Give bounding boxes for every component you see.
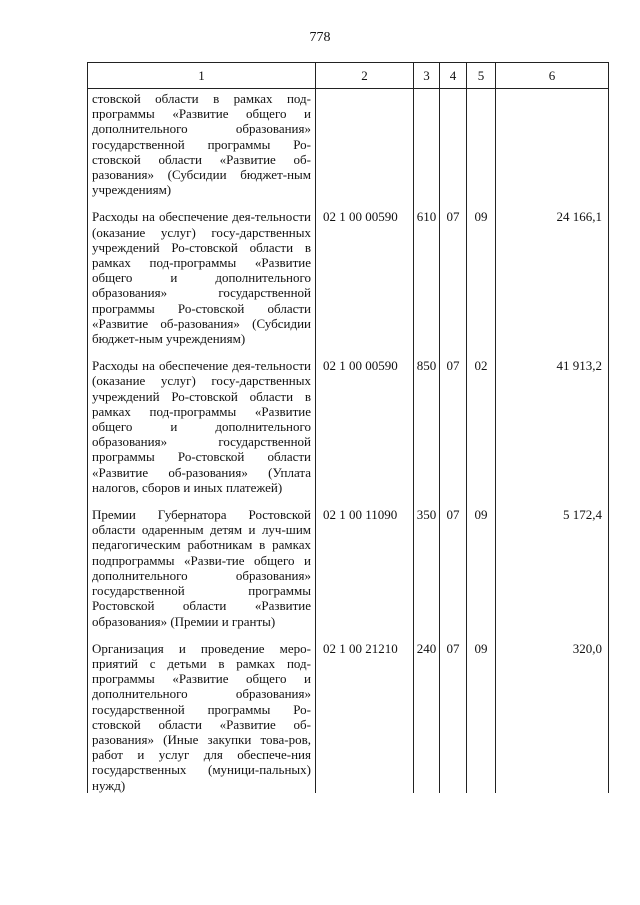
row-rz: 07 <box>440 358 467 507</box>
row-rz <box>440 89 467 210</box>
row-rz: 07 <box>440 209 467 358</box>
table-header-row <box>88 63 609 89</box>
row-amount: 24 166,1 <box>496 209 609 358</box>
header-col-3: 3 <box>414 63 440 89</box>
header-col-5: 5 <box>467 63 496 89</box>
row-rz: 07 <box>440 641 467 793</box>
budget-table <box>87 62 609 793</box>
row-pr: 09 <box>467 641 496 793</box>
header-col-2: 2 <box>316 63 414 89</box>
row-description: Премии Губернатора Ростовской области одаренным детям и луч-шим педагогическим работникам в рамках подпрограммы «Разви-тие общего и дополнительного образования» государственной программы Ростовской области «Развитие образования» (Премии и гранты) <box>88 507 316 641</box>
row-code: 02 1 00 00590 <box>316 209 414 358</box>
row-amount: 41 913,2 <box>496 358 609 507</box>
row-code: 02 1 00 21210 <box>316 641 414 793</box>
row-vr: 350 <box>414 507 440 641</box>
row-description: стовской области в рамках под-программы «Развитие общего и дополнительного образования» государственной программы Ро-стовской области «Развитие об-разования» (Субсидии бюджет-ным учреждениям) <box>88 89 316 210</box>
table-row <box>88 89 609 210</box>
row-amount: 320,0 <box>496 641 609 793</box>
page-number: 778 <box>309 30 331 45</box>
row-pr: 09 <box>467 507 496 641</box>
header-col-6: 6 <box>496 63 609 89</box>
row-pr: 09 <box>467 209 496 358</box>
row-description: Организация и проведение меро-приятий с детьми в рамках под-программы «Развитие общего и дополнительного образования» государственной программы Ро-стовской области «Развитие об-разования» (Иные закупки това-ров, работ и услуг для обеспече-ния государственных (муници-пальных) нужд) <box>88 641 316 793</box>
table-row <box>88 358 609 507</box>
row-description: Расходы на обеспечение дея-тельности (оказание услуг) госу-дарственных учреждений Ро-стовской области в рамках под-программы «Развитие общего и дополнительного образования» государственной программы Ро-стовской области «Развитие об-разования» (Уплата налогов, сборов и иных платежей) <box>88 358 316 507</box>
row-amount <box>496 89 609 210</box>
row-vr: 850 <box>414 358 440 507</box>
row-code: 02 1 00 11090 <box>316 507 414 641</box>
row-pr <box>467 89 496 210</box>
table-row <box>88 641 609 793</box>
row-code: 02 1 00 00590 <box>316 358 414 507</box>
row-vr: 240 <box>414 641 440 793</box>
row-amount: 5 172,4 <box>496 507 609 641</box>
row-pr: 02 <box>467 358 496 507</box>
row-rz: 07 <box>440 507 467 641</box>
row-description: Расходы на обеспечение дея-тельности (оказание услуг) госу-дарственных учреждений Ро-стовской области в рамках под-программы «Развитие общего и дополнительного образования» государственной программы Ро-стовской области «Развитие об-разования» (Субсидии бюджет-ным учреждениям) <box>88 209 316 358</box>
row-vr: 610 <box>414 209 440 358</box>
table-row <box>88 507 609 641</box>
table-row <box>88 209 609 358</box>
row-code <box>316 89 414 210</box>
header-col-1: 1 <box>88 63 316 89</box>
row-vr <box>414 89 440 210</box>
header-col-4: 4 <box>440 63 467 89</box>
